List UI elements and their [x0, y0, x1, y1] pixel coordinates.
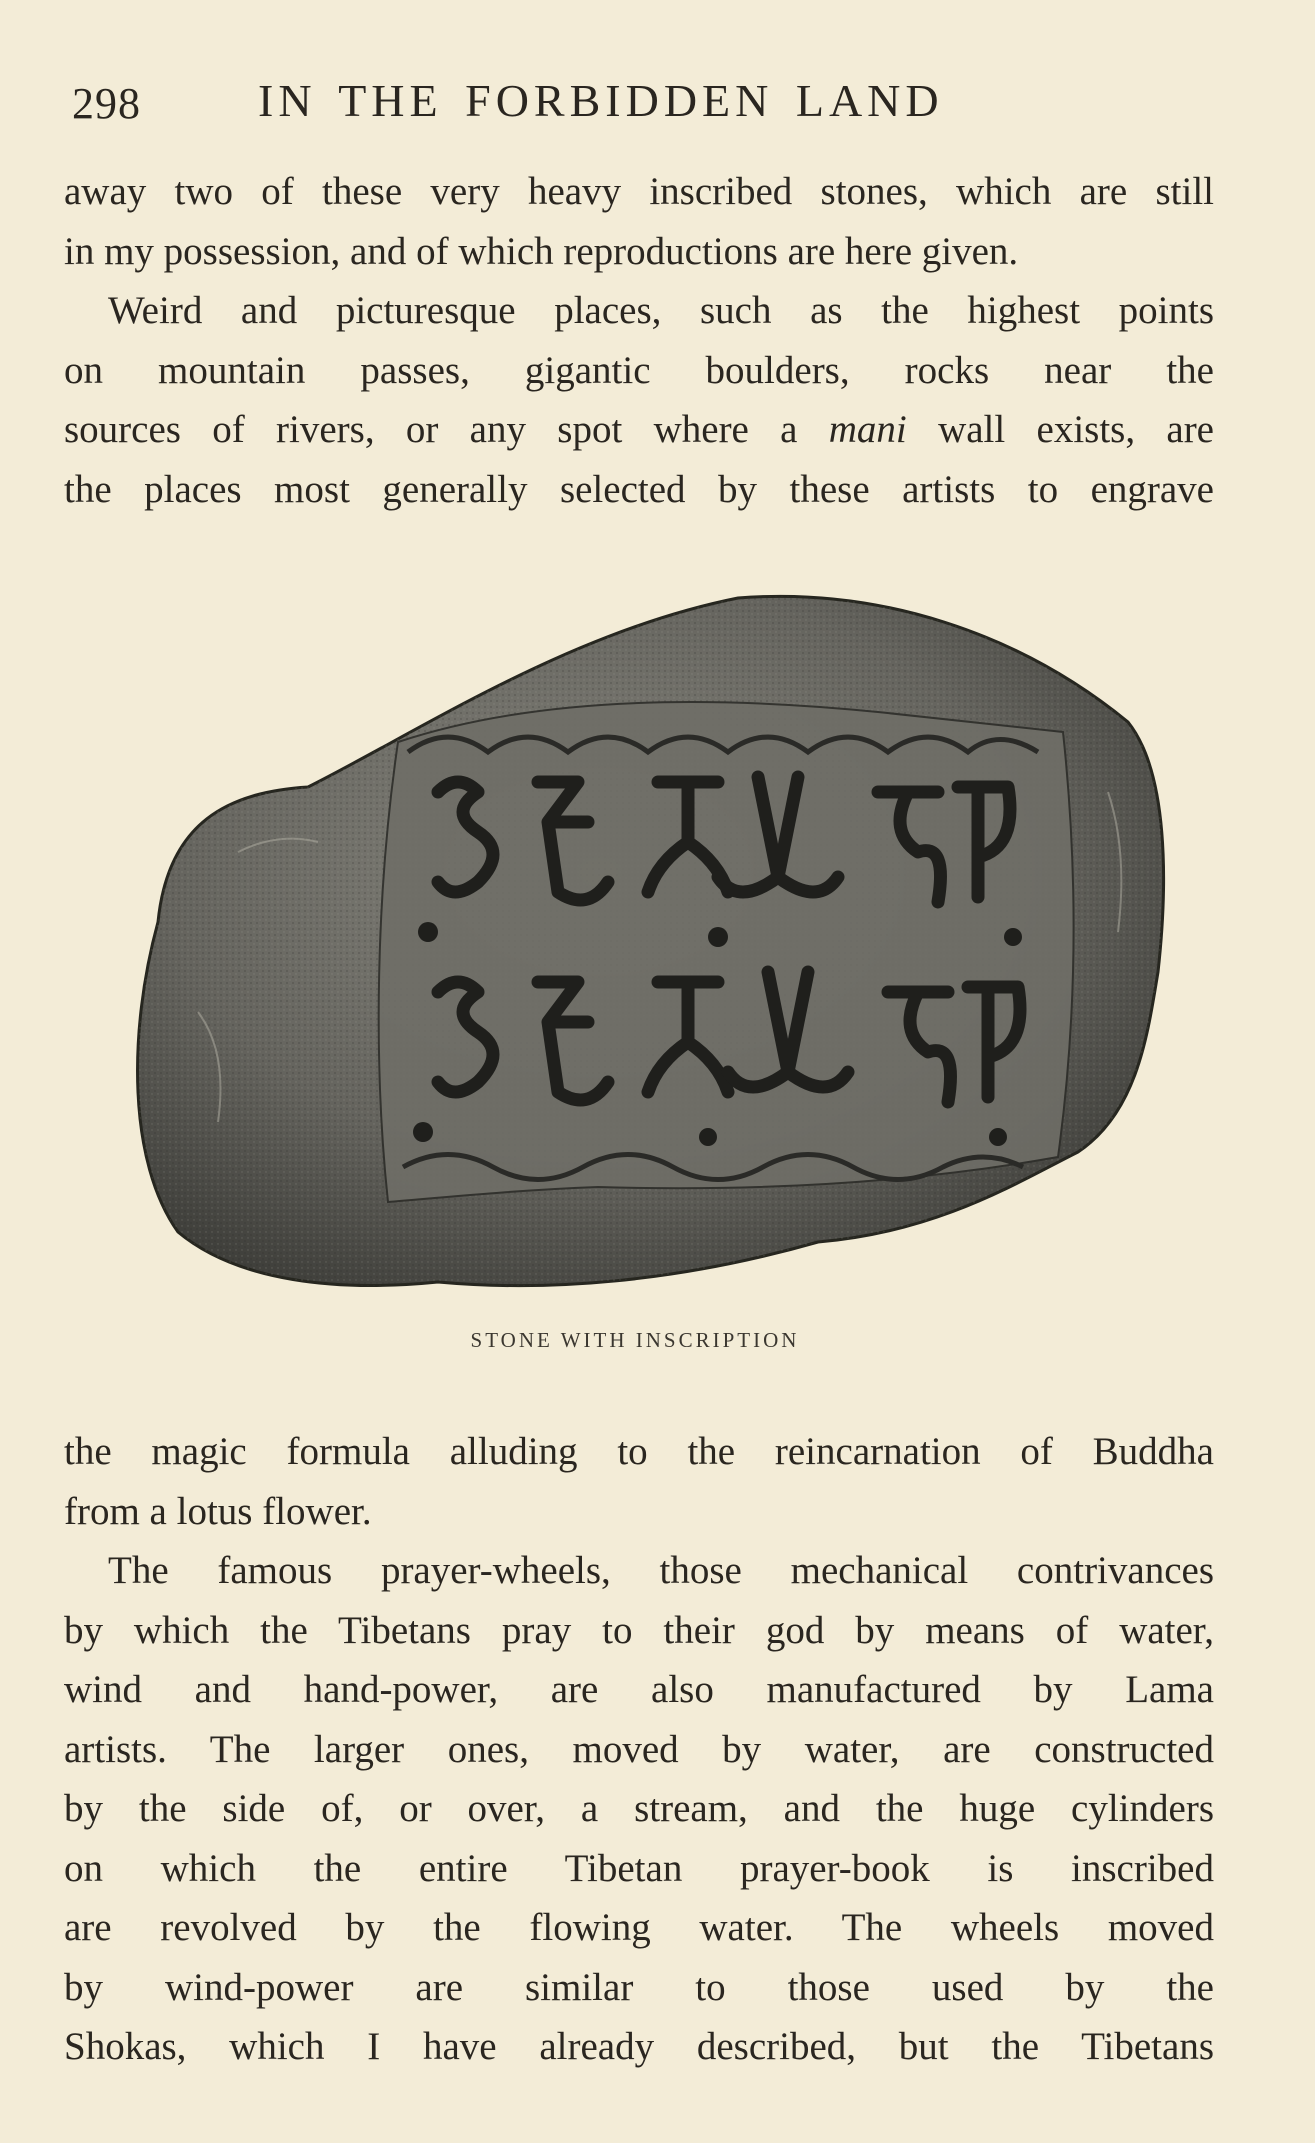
- figure-caption: STONE WITH INSCRIPTION: [470, 1328, 800, 1352]
- text-line: from a lotus flower.: [64, 1489, 372, 1533]
- text-line: in my possession, and of which reproductions are here given.: [64, 229, 1019, 273]
- text-line: are revolved by the flowing water. The wheels moved: [64, 1906, 1214, 1949]
- text-line: wind and hand-power, are also manufactured by Lama: [64, 1668, 1214, 1711]
- text-before-figure: [64, 162, 1214, 519]
- text-line: the places most generally selected by these artists to engrave: [64, 467, 1214, 511]
- text-line: [64, 400, 1214, 460]
- page-number: 298: [72, 79, 141, 128]
- page-header: [64, 72, 1264, 142]
- text-after-figure: [64, 1422, 1214, 2077]
- text-line: away two of these very heavy inscribed stones, which are still: [64, 170, 1214, 213]
- inscription-panel: [379, 702, 1074, 1202]
- text-line: Weird and picturesque places, such as the highest points: [108, 289, 1214, 332]
- text-line: The famous prayer-wheels, those mechanical contrivances: [108, 1549, 1214, 1592]
- text-line: the magic formula alluding to the reincarnation of Buddha: [64, 1430, 1214, 1473]
- text-line: on which the entire Tibetan prayer-book is inscribed: [64, 1846, 1214, 1890]
- inscribed-stone-illustration: [118, 592, 1178, 1292]
- text-line: Shokas, which I have already described, but the Tibetans: [64, 2025, 1214, 2068]
- italic-word-mani: mani: [828, 408, 907, 451]
- text-fragment: wall exists, are: [938, 408, 1214, 451]
- text-fragment: sources of rivers, or any spot where a: [64, 408, 798, 451]
- text-line: by wind-power are similar to those used by the: [64, 1965, 1214, 2009]
- text-line: by which the Tibetans pray to their god by means of water,: [64, 1608, 1214, 1652]
- text-line: by the side of, or over, a stream, and the huge cylinders: [64, 1787, 1214, 1830]
- text-line: on mountain passes, gigantic boulders, rocks near the: [64, 348, 1214, 392]
- running-head: IN THE FORBIDDEN LAND: [258, 75, 944, 126]
- text-line: artists. The larger ones, moved by water, are constructed: [64, 1727, 1214, 1771]
